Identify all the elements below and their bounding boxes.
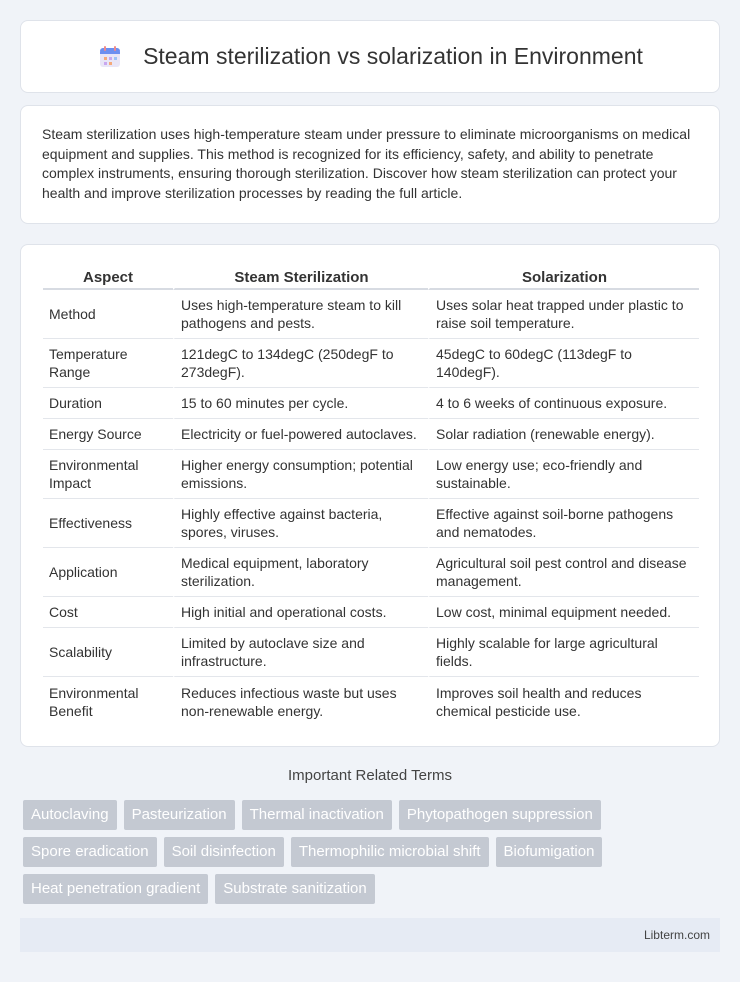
row-aspect: Cost bbox=[43, 597, 173, 628]
related-terms-list bbox=[23, 800, 723, 911]
footer bbox=[20, 918, 720, 952]
related-term-tag[interactable]: Soil disinfection bbox=[164, 837, 284, 867]
row-solarization: 45degC to 60degC (113degF to 140degF). bbox=[428, 339, 699, 388]
intro-card bbox=[20, 105, 720, 224]
row-solarization: Low energy use; eco-friendly and sustainable. bbox=[428, 450, 699, 499]
related-terms-title: Important Related Terms bbox=[288, 767, 452, 784]
header-card bbox=[20, 20, 720, 93]
row-solarization: Effective against soil-borne pathogens and nematodes. bbox=[428, 499, 699, 548]
row-steam: Electricity or fuel-powered autoclaves. bbox=[173, 419, 428, 450]
row-steam: 15 to 60 minutes per cycle. bbox=[173, 388, 428, 419]
related-term-tag[interactable]: Thermal inactivation bbox=[242, 800, 392, 830]
column-header-aspect: Aspect bbox=[43, 265, 173, 290]
related-term-tag[interactable]: Biofumigation bbox=[496, 837, 603, 867]
table-row bbox=[43, 388, 699, 419]
table-row bbox=[43, 450, 699, 499]
row-solarization: Highly scalable for large agricultural fields. bbox=[428, 628, 699, 677]
row-aspect: Temperature Range bbox=[43, 339, 173, 388]
row-steam: Uses high-temperature steam to kill pathogens and pests. bbox=[173, 290, 428, 339]
row-aspect: Energy Source bbox=[43, 419, 173, 450]
table-row bbox=[43, 597, 699, 628]
related-term-tag[interactable]: Phytopathogen suppression bbox=[399, 800, 601, 830]
related-term-tag[interactable]: Substrate sanitization bbox=[215, 874, 374, 904]
row-aspect: Duration bbox=[43, 388, 173, 419]
row-aspect: Environmental Impact bbox=[43, 450, 173, 499]
row-steam: 121degC to 134degC (250degF to 273degF). bbox=[173, 339, 428, 388]
column-header-steam: Steam Sterilization bbox=[173, 265, 428, 290]
row-solarization: 4 to 6 weeks of continuous exposure. bbox=[428, 388, 699, 419]
row-steam: Limited by autoclave size and infrastructure. bbox=[173, 628, 428, 677]
comparison-table bbox=[43, 265, 699, 726]
row-aspect: Effectiveness bbox=[43, 499, 173, 548]
row-steam: Highly effective against bacteria, spores, viruses. bbox=[173, 499, 428, 548]
calendar-icon bbox=[97, 44, 123, 70]
row-solarization: Improves soil health and reduces chemical pesticide use. bbox=[428, 677, 699, 726]
row-steam: High initial and operational costs. bbox=[173, 597, 428, 628]
row-aspect: Scalability bbox=[43, 628, 173, 677]
row-aspect: Application bbox=[43, 548, 173, 597]
table-row bbox=[43, 339, 699, 388]
row-steam: Higher energy consumption; potential emissions. bbox=[173, 450, 428, 499]
table-header-row bbox=[43, 265, 699, 290]
related-term-tag[interactable]: Spore eradication bbox=[23, 837, 157, 867]
footer-site-link[interactable]: Libterm.com bbox=[643, 928, 710, 942]
row-aspect: Environmental Benefit bbox=[49, 684, 139, 719]
table-row bbox=[43, 548, 699, 597]
table-row bbox=[43, 419, 699, 450]
row-steam: Medical equipment, laboratory sterilization. bbox=[173, 548, 428, 597]
table-row bbox=[43, 290, 699, 339]
row-solarization: Agricultural soil pest control and disease management. bbox=[428, 548, 699, 597]
table-row bbox=[43, 677, 699, 726]
row-solarization: Solar radiation (renewable energy). bbox=[428, 419, 699, 450]
column-header-solarization: Solarization bbox=[428, 265, 699, 290]
table-row bbox=[43, 499, 699, 548]
related-term-tag[interactable]: Heat penetration gradient bbox=[23, 874, 208, 904]
row-steam: Reduces infectious waste but uses non-renewable energy. bbox=[173, 677, 428, 726]
row-aspect: Method bbox=[43, 290, 173, 339]
row-solarization: Uses solar heat trapped under plastic to raise soil temperature. bbox=[428, 290, 699, 339]
row-solarization: Low cost, minimal equipment needed. bbox=[428, 597, 699, 628]
related-term-tag[interactable]: Thermophilic microbial shift bbox=[291, 837, 489, 867]
comparison-table-card bbox=[20, 244, 720, 747]
intro-text: Steam sterilization uses high-temperature steam under pressure to eliminate microorganisms on medical equipment and supplies. This method is recognized for its efficiency, safety, and ability to penetrate complex instruments, ensuring thorough sterilization. Discover how steam sterilization can protect your health and improve sterilization processes by reading the full article. bbox=[42, 126, 691, 201]
related-term-tag[interactable]: Autoclaving bbox=[23, 800, 117, 830]
table-row bbox=[43, 628, 699, 677]
related-term-tag[interactable]: Pasteurization bbox=[124, 800, 235, 830]
page-title: Steam sterilization vs solarization in Environment bbox=[143, 43, 643, 69]
